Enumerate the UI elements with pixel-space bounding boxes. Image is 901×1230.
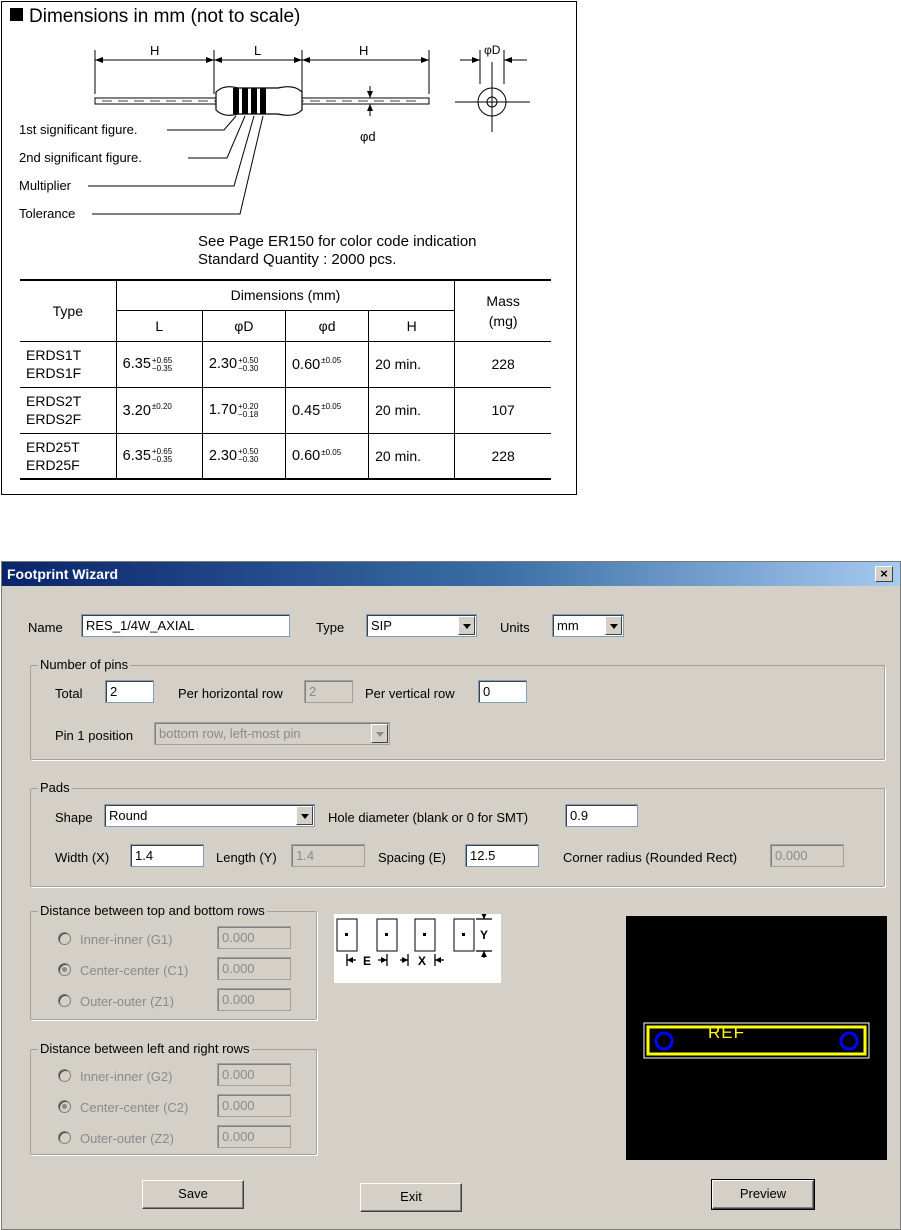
group-title: Number of pins xyxy=(40,657,129,672)
chevron-down-icon[interactable] xyxy=(371,724,388,743)
cell-small-d xyxy=(285,387,368,433)
save-button[interactable]: Save xyxy=(142,1180,244,1209)
tol-minus: −0.35 xyxy=(151,455,173,465)
name-label: Name xyxy=(28,620,63,635)
l-tolerance xyxy=(152,448,172,464)
c1-input[interactable]: 0.000 xyxy=(217,957,291,980)
d-tolerance xyxy=(238,403,258,419)
cell-l xyxy=(116,433,202,479)
l-value: 6.35 xyxy=(122,448,151,465)
cell-l xyxy=(116,341,202,387)
dim-label-h-left: H xyxy=(150,43,160,58)
corner-radius-input[interactable]: 0.000 xyxy=(770,844,844,867)
d-tolerance xyxy=(238,448,258,464)
diagram-e-label: E xyxy=(363,954,372,968)
pin1-position-label: Pin 1 position xyxy=(55,728,134,743)
datasheet-title-text: Dimensions in mm (not to scale) xyxy=(29,6,301,27)
z1-label: Outer-outer (Z1) xyxy=(80,994,174,1009)
type-t: ERDS2T xyxy=(26,393,82,409)
type-f: ERD25F xyxy=(26,456,80,473)
small-d-tolerance: ±0.05 xyxy=(321,355,342,365)
z1-radio[interactable] xyxy=(58,994,71,1007)
tol-minus: −0.30 xyxy=(238,455,259,465)
type-select-value: SIP xyxy=(371,618,392,633)
header-mass-unit: (mg) xyxy=(488,312,518,329)
l-value: 3.20 xyxy=(122,402,151,419)
z2-label: Outer-outer (Z2) xyxy=(80,1131,174,1146)
z2-input[interactable]: 0.000 xyxy=(217,1125,291,1148)
cell-mass: 228 xyxy=(455,341,551,387)
dimensions-table xyxy=(20,279,551,480)
g2-input[interactable]: 0.000 xyxy=(217,1063,291,1086)
spacing-label: Spacing (E) xyxy=(378,850,446,865)
width-input[interactable]: 1.4 xyxy=(130,844,204,867)
callout-first-figure: 1st significant figure. xyxy=(19,122,138,137)
header-type: Type xyxy=(20,280,116,341)
preview-button[interactable]: Preview xyxy=(712,1180,814,1209)
diagram-x-label: X xyxy=(418,954,427,968)
width-label: Width (X) xyxy=(55,850,110,865)
d-value: 2.30 xyxy=(208,356,238,373)
l-tolerance xyxy=(152,357,172,373)
dim-label-phi-big-d: φD xyxy=(484,43,501,57)
pad-1 xyxy=(656,1033,672,1049)
small-d-tolerance: ±0.05 xyxy=(321,401,342,411)
hole-diameter-label: Hole diameter (blank or 0 for SMT) xyxy=(328,810,529,825)
title-bar[interactable] xyxy=(2,562,900,586)
pads-group xyxy=(30,780,885,887)
type-select[interactable] xyxy=(366,614,477,637)
c1-label: Center-center (C1) xyxy=(80,963,189,978)
dim-label-h-right: H xyxy=(359,43,369,58)
c2-label: Center-center (C2) xyxy=(80,1100,189,1115)
units-select[interactable] xyxy=(552,614,624,637)
header-col-l: L xyxy=(116,310,202,341)
shape-select-value: Round xyxy=(109,808,148,823)
pin-spacing-diagram-svg xyxy=(334,914,501,983)
cell-type xyxy=(20,387,116,433)
per-horizontal-row-input[interactable]: 2 xyxy=(304,680,353,703)
diagram-y-label: Y xyxy=(480,928,489,942)
units-label: Units xyxy=(500,620,530,635)
per-horizontal-row-label: Per horizontal row xyxy=(178,686,283,701)
z1-input[interactable]: 0.000 xyxy=(217,988,291,1011)
group-title: Distance between left and right rows xyxy=(40,1041,250,1056)
tol-plus: +0.50 xyxy=(238,447,259,457)
header-col-small-d: φd xyxy=(285,310,368,341)
pin1-position-value: bottom row, left-most pin xyxy=(159,726,301,741)
per-vertical-row-label: Per vertical row xyxy=(365,686,455,701)
cell-mass: 107 xyxy=(455,387,551,433)
l-tolerance: ±0.20 xyxy=(151,401,172,411)
d-value: 2.30 xyxy=(208,448,238,465)
d-tolerance xyxy=(238,357,258,373)
cell-mass: 228 xyxy=(455,433,551,479)
ref-designator: REF xyxy=(708,1023,745,1042)
chevron-down-icon[interactable] xyxy=(296,806,313,825)
tol-plus: +0.20 xyxy=(238,401,259,411)
chevron-down-icon[interactable] xyxy=(458,616,475,635)
cell-l xyxy=(116,387,202,433)
silkscreen-outline xyxy=(648,1027,865,1054)
dialog-title: Footprint Wizard xyxy=(7,566,119,582)
g1-input[interactable]: 0.000 xyxy=(217,926,291,949)
type-t: ERDS1T xyxy=(26,347,82,363)
units-select-value: mm xyxy=(557,618,579,633)
exit-button[interactable]: Exit xyxy=(360,1183,462,1212)
table-row xyxy=(20,433,551,479)
callout-tolerance: Tolerance xyxy=(19,206,76,221)
d-value: 1.70 xyxy=(208,402,238,419)
g1-label: Inner-inner (G1) xyxy=(80,932,173,947)
dim-label-l: L xyxy=(254,43,262,58)
footprint-wizard-dialog xyxy=(1,561,901,1230)
corner-radius-label: Corner radius (Rounded Rect) xyxy=(563,850,738,865)
name-input[interactable]: RES_1/4W_AXIAL xyxy=(81,614,290,637)
per-vertical-row-input[interactable]: 0 xyxy=(478,680,527,703)
type-f: ERDS2F xyxy=(26,411,82,427)
cell-type xyxy=(20,433,116,479)
tol-minus: −0.18 xyxy=(238,409,259,419)
header-mass-text: Mass xyxy=(486,292,520,309)
footprint-preview-pane xyxy=(626,916,887,1160)
header-col-big-d: φD xyxy=(202,310,285,341)
length-label: Length (Y) xyxy=(216,850,277,865)
type-f: ERDS1F xyxy=(26,365,82,381)
table-row xyxy=(20,341,551,387)
z2-radio[interactable] xyxy=(58,1131,71,1144)
type-label: Type xyxy=(316,620,345,635)
c2-radio[interactable] xyxy=(58,1100,71,1113)
small-d-value: 0.60 xyxy=(291,356,321,373)
dim-label-phi-small-d: φd xyxy=(360,129,376,144)
note-color-code: See Page ER150 for color code indication xyxy=(198,233,477,250)
cell-big-d xyxy=(202,341,285,387)
cell-big-d xyxy=(202,433,285,479)
pin1-position-select[interactable] xyxy=(154,722,390,745)
header-dimensions: Dimensions (mm) xyxy=(116,280,455,310)
cell-small-d xyxy=(285,341,368,387)
tol-plus: +0.50 xyxy=(238,355,259,365)
cell-h: 20 min. xyxy=(369,387,455,433)
header-col-h: H xyxy=(369,310,455,341)
callout-multiplier: Multiplier xyxy=(19,178,72,193)
small-d-value: 0.60 xyxy=(291,448,321,465)
cell-h: 20 min. xyxy=(369,433,455,479)
callout-second-figure: 2nd significant figure. xyxy=(19,150,142,165)
cell-big-d xyxy=(202,387,285,433)
small-d-value: 0.45 xyxy=(291,402,321,419)
l-value: 6.35 xyxy=(122,356,151,373)
cell-h: 20 min. xyxy=(369,341,455,387)
tol-minus: −0.35 xyxy=(151,363,173,373)
shape-label: Shape xyxy=(55,810,93,825)
header-mass xyxy=(455,280,551,341)
close-button[interactable] xyxy=(875,566,893,582)
pin-spacing-diagram xyxy=(334,914,501,983)
table-row xyxy=(20,387,551,433)
tol-plus: +0.65 xyxy=(151,355,173,365)
tol-minus: −0.30 xyxy=(238,363,259,373)
cell-small-d xyxy=(285,433,368,479)
total-pins-input[interactable]: 2 xyxy=(105,680,154,703)
shape-select[interactable] xyxy=(104,804,315,827)
datasheet-image xyxy=(1,1,577,495)
close-icon: × xyxy=(880,566,888,581)
g1-radio[interactable] xyxy=(58,932,71,945)
small-d-tolerance: ±0.05 xyxy=(321,447,342,457)
c2-input[interactable]: 0.000 xyxy=(217,1094,291,1117)
group-title: Pads xyxy=(40,780,70,795)
total-label: Total xyxy=(55,686,83,701)
cell-type xyxy=(20,341,116,387)
chevron-down-icon[interactable] xyxy=(605,616,622,635)
type-t: ERD25T xyxy=(26,438,80,455)
pad-2 xyxy=(841,1033,857,1049)
hole-diameter-input[interactable]: 0.9 xyxy=(565,804,638,827)
g2-radio[interactable] xyxy=(58,1069,71,1082)
number-of-pins-group xyxy=(30,657,885,760)
tol-plus: +0.65 xyxy=(151,447,173,457)
length-input[interactable]: 1.4 xyxy=(291,844,365,867)
group-title: Distance between top and bottom rows xyxy=(40,903,265,918)
note-standard-quantity: Standard Quantity : 2000 pcs. xyxy=(198,251,397,268)
spacing-input[interactable]: 12.5 xyxy=(465,844,539,867)
c1-radio[interactable] xyxy=(58,963,71,976)
g2-label: Inner-inner (G2) xyxy=(80,1069,173,1084)
footprint-preview-svg xyxy=(626,916,887,1160)
